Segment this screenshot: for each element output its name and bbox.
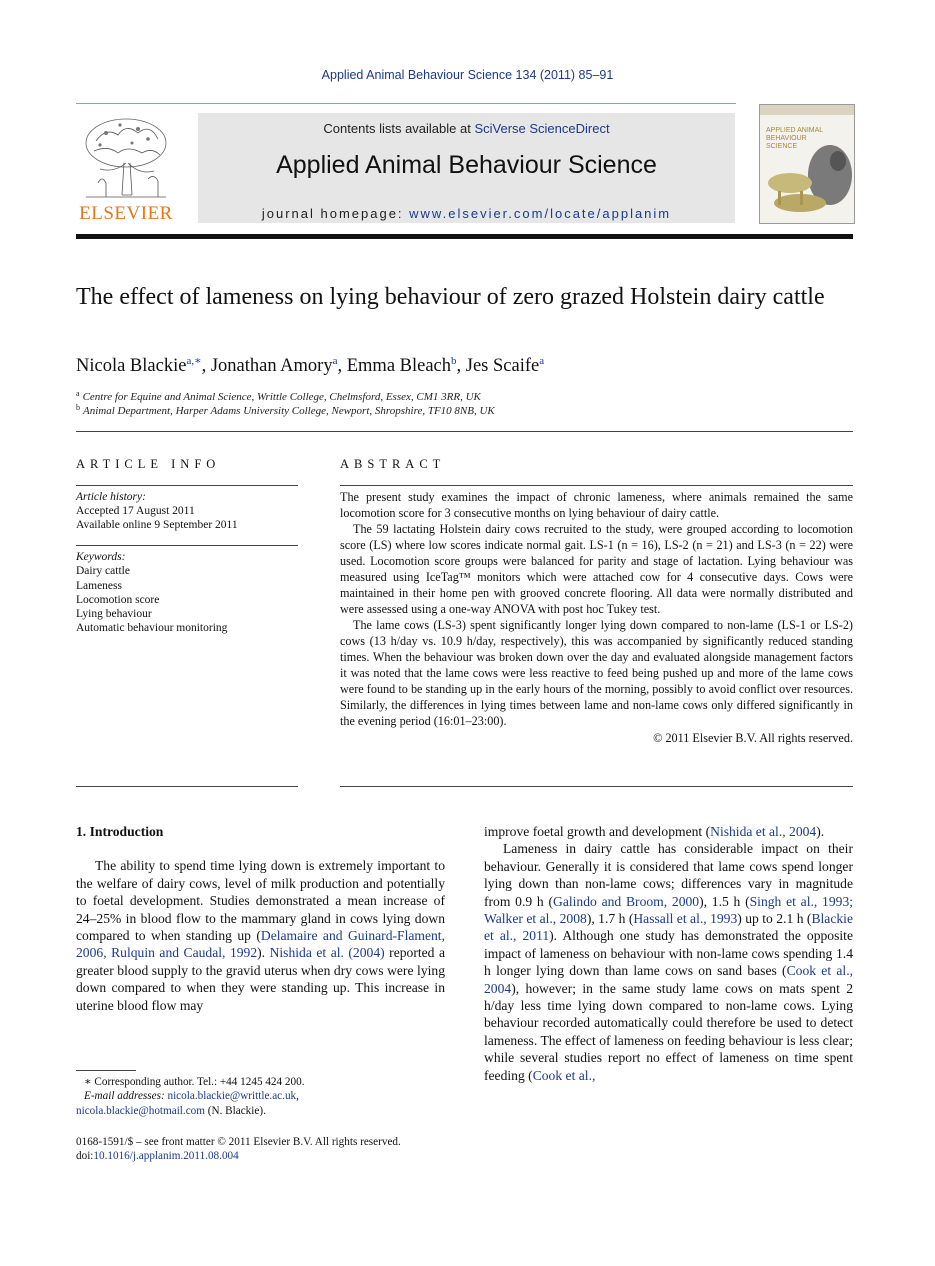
- citation-link[interactable]: Cook et al.,: [532, 1067, 596, 1083]
- homepage-line: [198, 206, 735, 221]
- author-name[interactable]: Jes Scaife: [465, 356, 540, 376]
- article-info-rule: [76, 485, 298, 486]
- body-text: ).: [816, 824, 825, 839]
- author-affiliation-mark[interactable]: b: [451, 355, 457, 367]
- body-column-left: [76, 823, 445, 1014]
- doi-label: doi:: [76, 1150, 94, 1163]
- author-name[interactable]: Nicola Blackie: [76, 356, 187, 376]
- keyword-item: Dairy cattle: [76, 565, 130, 578]
- body-text: ), 1.5 h (: [699, 893, 750, 909]
- abstract-text: [340, 489, 853, 746]
- citation-link[interactable]: Galindo and Broom, 2000: [553, 893, 700, 909]
- email-link[interactable]: nicola.blackie@hotmail.com: [76, 1104, 205, 1117]
- history-label: Article history:: [76, 491, 146, 503]
- abstract-paragraph: The 59 lactating Holstein dairy cows recruited to the study, were grouped according to locomotion score (LS) where low scores indicate normal gait. LS-1 (n = 16), LS-2 (n = 21) and LS-3 (n = 22) were used. Locomotion score groups were balanced for parity and stage of lactation. Lying behaviour was measured using IceTag™ monitors which were attached cow for 4 consecutive days. Cows were maintained in their home pen with grooved concrete flooring. All data were normally distributed and were assessed using a one-way ANOVA with post hoc Tukey test.: [340, 522, 853, 616]
- journal-title: Applied Animal Behaviour Science: [276, 151, 657, 179]
- journal-reference[interactable]: Applied Animal Behaviour Science 134 (2011) 85–91: [321, 68, 614, 82]
- issn-doi-block: [76, 1135, 445, 1164]
- email-line-2: [76, 1104, 445, 1118]
- elsevier-wordmark: ELSEVIER: [79, 203, 173, 224]
- homepage-prefix: journal homepage:: [261, 206, 410, 221]
- title-rule: [76, 431, 853, 432]
- sciencedirect-link[interactable]: SciVerse ScienceDirect: [474, 121, 610, 136]
- journal-banner: [198, 113, 735, 223]
- body-text: Lameness in dairy cattle has considerable impact on their behaviour. Generally it is considered that lame cows spend longer lying down than non-lame cows; differences vary in magnitude from 0.9 h (: [484, 841, 853, 909]
- citation-link[interactable]: Hassall et al., 1993: [633, 911, 738, 927]
- author-affiliation-mark[interactable]: a,∗: [186, 355, 202, 367]
- author-name[interactable]: Jonathan Amory: [210, 356, 333, 376]
- corresponding-author-footnote: [76, 1075, 445, 1118]
- author-list: Nicola Blackie$^{a,∗}$, Jonathan Amory$^a$, Emma Bleach$^b$, Jes Scaife$^a$: [76, 355, 545, 376]
- header-rule: [76, 103, 736, 104]
- affiliation-text: Centre for Equine and Animal Science, Writtle College, Chelmsford, Essex, CM1 3RR, UK: [82, 391, 481, 403]
- citation-link[interactable]: Singh et al., 1993; Walker et al., 2008: [484, 893, 854, 927]
- keyword-item: Automatic behaviour monitoring: [76, 622, 228, 635]
- body-paragraph: [76, 857, 445, 1014]
- abstract-bottom-rule: [340, 786, 853, 787]
- abstract-rule: [340, 485, 853, 486]
- affiliation-mark: b: [76, 403, 80, 412]
- doi-link[interactable]: 10.1016/j.applanim.2011.08.004: [93, 1150, 239, 1163]
- citation-link[interactable]: Nishida et al., 2004: [710, 824, 817, 839]
- body-paragraph: [484, 840, 853, 1084]
- author-affiliation-mark[interactable]: a: [539, 355, 545, 367]
- email-separator: ,: [296, 1090, 299, 1103]
- abstract-paragraph: The present study examines the impact of chronic lameness, where animals remained the same locomotion score for 3 consecutive months on lying behaviour of dairy cattle.: [340, 490, 853, 520]
- body-paragraph: [484, 823, 853, 840]
- abstract-paragraph: The lame cows (LS-3) spent significantly longer lying down compared to non-lame (LS-1 or LS-2) cows (13 h/day vs. 10.9 h/day, respectively), this was accompanied by significantly reduced standing times. When the behaviour was broken down over the day and evaluated alongside management factors it was noted that the lame cows were less reactive to feed being pushed up and more of the lame cows were found to be standing up in the early hours of the morning, possibly to avoid conflict over resources. Similarly, the differences in lying times between lame and non-lame cows only differed significantly in the evening period (16:01–23:00).: [340, 618, 853, 728]
- body-text: improve foetal growth and development (: [484, 824, 711, 839]
- affiliation-a: [76, 389, 856, 403]
- copyright: © 2011 Elsevier B.V. All rights reserved.: [653, 731, 853, 745]
- body-text: ).: [257, 945, 270, 961]
- body-text: The ability to spend time lying down is extremely important to the welfare of dairy cows, level of milk production and potentially to foetal development. Studies demonstrated a mean increase of 24–25% in blood flow to the mammary gland in cows lying down compared to when standing up (: [76, 858, 445, 944]
- footnote-rule: [76, 1070, 136, 1071]
- citation-link[interactable]: Nishida et al. (2004): [269, 945, 385, 961]
- citation-link[interactable]: Delamaire and Guinard-Flament, 2006, Rulquin and Caudal, 1992: [76, 928, 445, 961]
- journal-cover-image: [759, 104, 855, 224]
- section-heading: 1. Introduction: [76, 824, 164, 839]
- contents-line: [198, 121, 735, 136]
- accepted-date: Accepted 17 August 2011: [76, 505, 195, 517]
- keywords-rule: [76, 545, 298, 546]
- author-affiliation-mark[interactable]: a: [332, 355, 338, 367]
- corresponding-author: ∗ Corresponding author. Tel.: +44 1245 424 200.: [84, 1076, 305, 1088]
- email-line: [76, 1089, 445, 1103]
- homepage-link[interactable]: www.elsevier.com/locate/applanim: [409, 206, 672, 221]
- body-column-right: [484, 823, 853, 1084]
- article-info-bottom-rule: [76, 786, 298, 787]
- body-text: ), however; in the same study lame cows on mats spent 2 h/day less time lying down compared to non-lame cows. Lying behaviour recorded automatically could therefore be used to detect lameness. The effect of lameness on feeding behaviour is less clear; while several studies report no effect of lameness on time spent feeding (: [484, 980, 853, 1083]
- body-text: ) up to 2.1 h (: [737, 911, 812, 927]
- affiliation-mark: a: [76, 389, 80, 398]
- keywords: [76, 550, 298, 636]
- affiliation-b: [76, 403, 856, 417]
- available-date: Available online 9 September 2011: [76, 519, 238, 531]
- email-label: E-mail addresses:: [84, 1090, 168, 1103]
- body-text: reported a greater blood supply to the gravid uterus when dry cows were lying down compared to when they were standing up. This increase in uterine blood flow may: [76, 945, 445, 1013]
- article-history: [76, 490, 298, 532]
- citation-link[interactable]: Cook et al., 2004: [484, 963, 853, 996]
- keyword-item: Locomotion score: [76, 593, 160, 606]
- contents-prefix: Contents lists available at: [323, 121, 475, 136]
- article-info-heading: ARTICLE INFO: [76, 457, 221, 471]
- tree-icon: [76, 113, 176, 203]
- keywords-label: Keywords:: [76, 551, 126, 563]
- article-title: The effect of lameness on lying behaviour of zero grazed Holstein dairy cattle: [76, 284, 825, 310]
- email-link[interactable]: nicola.blackie@writtle.ac.uk: [167, 1090, 297, 1103]
- doi-line: [76, 1149, 445, 1163]
- keyword-item: Lameness: [76, 579, 122, 592]
- cover-animals-icon: [760, 105, 854, 223]
- keyword-item: Lying behaviour: [76, 608, 152, 621]
- affiliation-text: Animal Department, Harper Adams University College, Newport, Shropshire, TF10 8NB, UK: [83, 405, 495, 417]
- email-suffix: (N. Blackie).: [204, 1104, 266, 1117]
- author-name[interactable]: Emma Bleach: [346, 356, 452, 376]
- body-text: ). Although one study has demonstrated the opposite impact of lameness on behaviour with non-lame cows spending 1.4 h longer lying down than lame cows on sand bases (: [484, 928, 853, 979]
- issn-line: 0168-1591/$ – see front matter © 2011 Elsevier B.V. All rights reserved.: [76, 1136, 401, 1148]
- body-text: ), 1.7 h (: [586, 911, 634, 927]
- header-thick-rule: [76, 234, 853, 239]
- citation-link[interactable]: Blackie et al., 2011: [484, 911, 853, 944]
- cover-title: APPLIED ANIMAL BEHAVIOUR SCIENCE: [766, 127, 823, 150]
- elsevier-logo: [76, 113, 176, 225]
- abstract-heading: ABSTRACT: [340, 457, 446, 471]
